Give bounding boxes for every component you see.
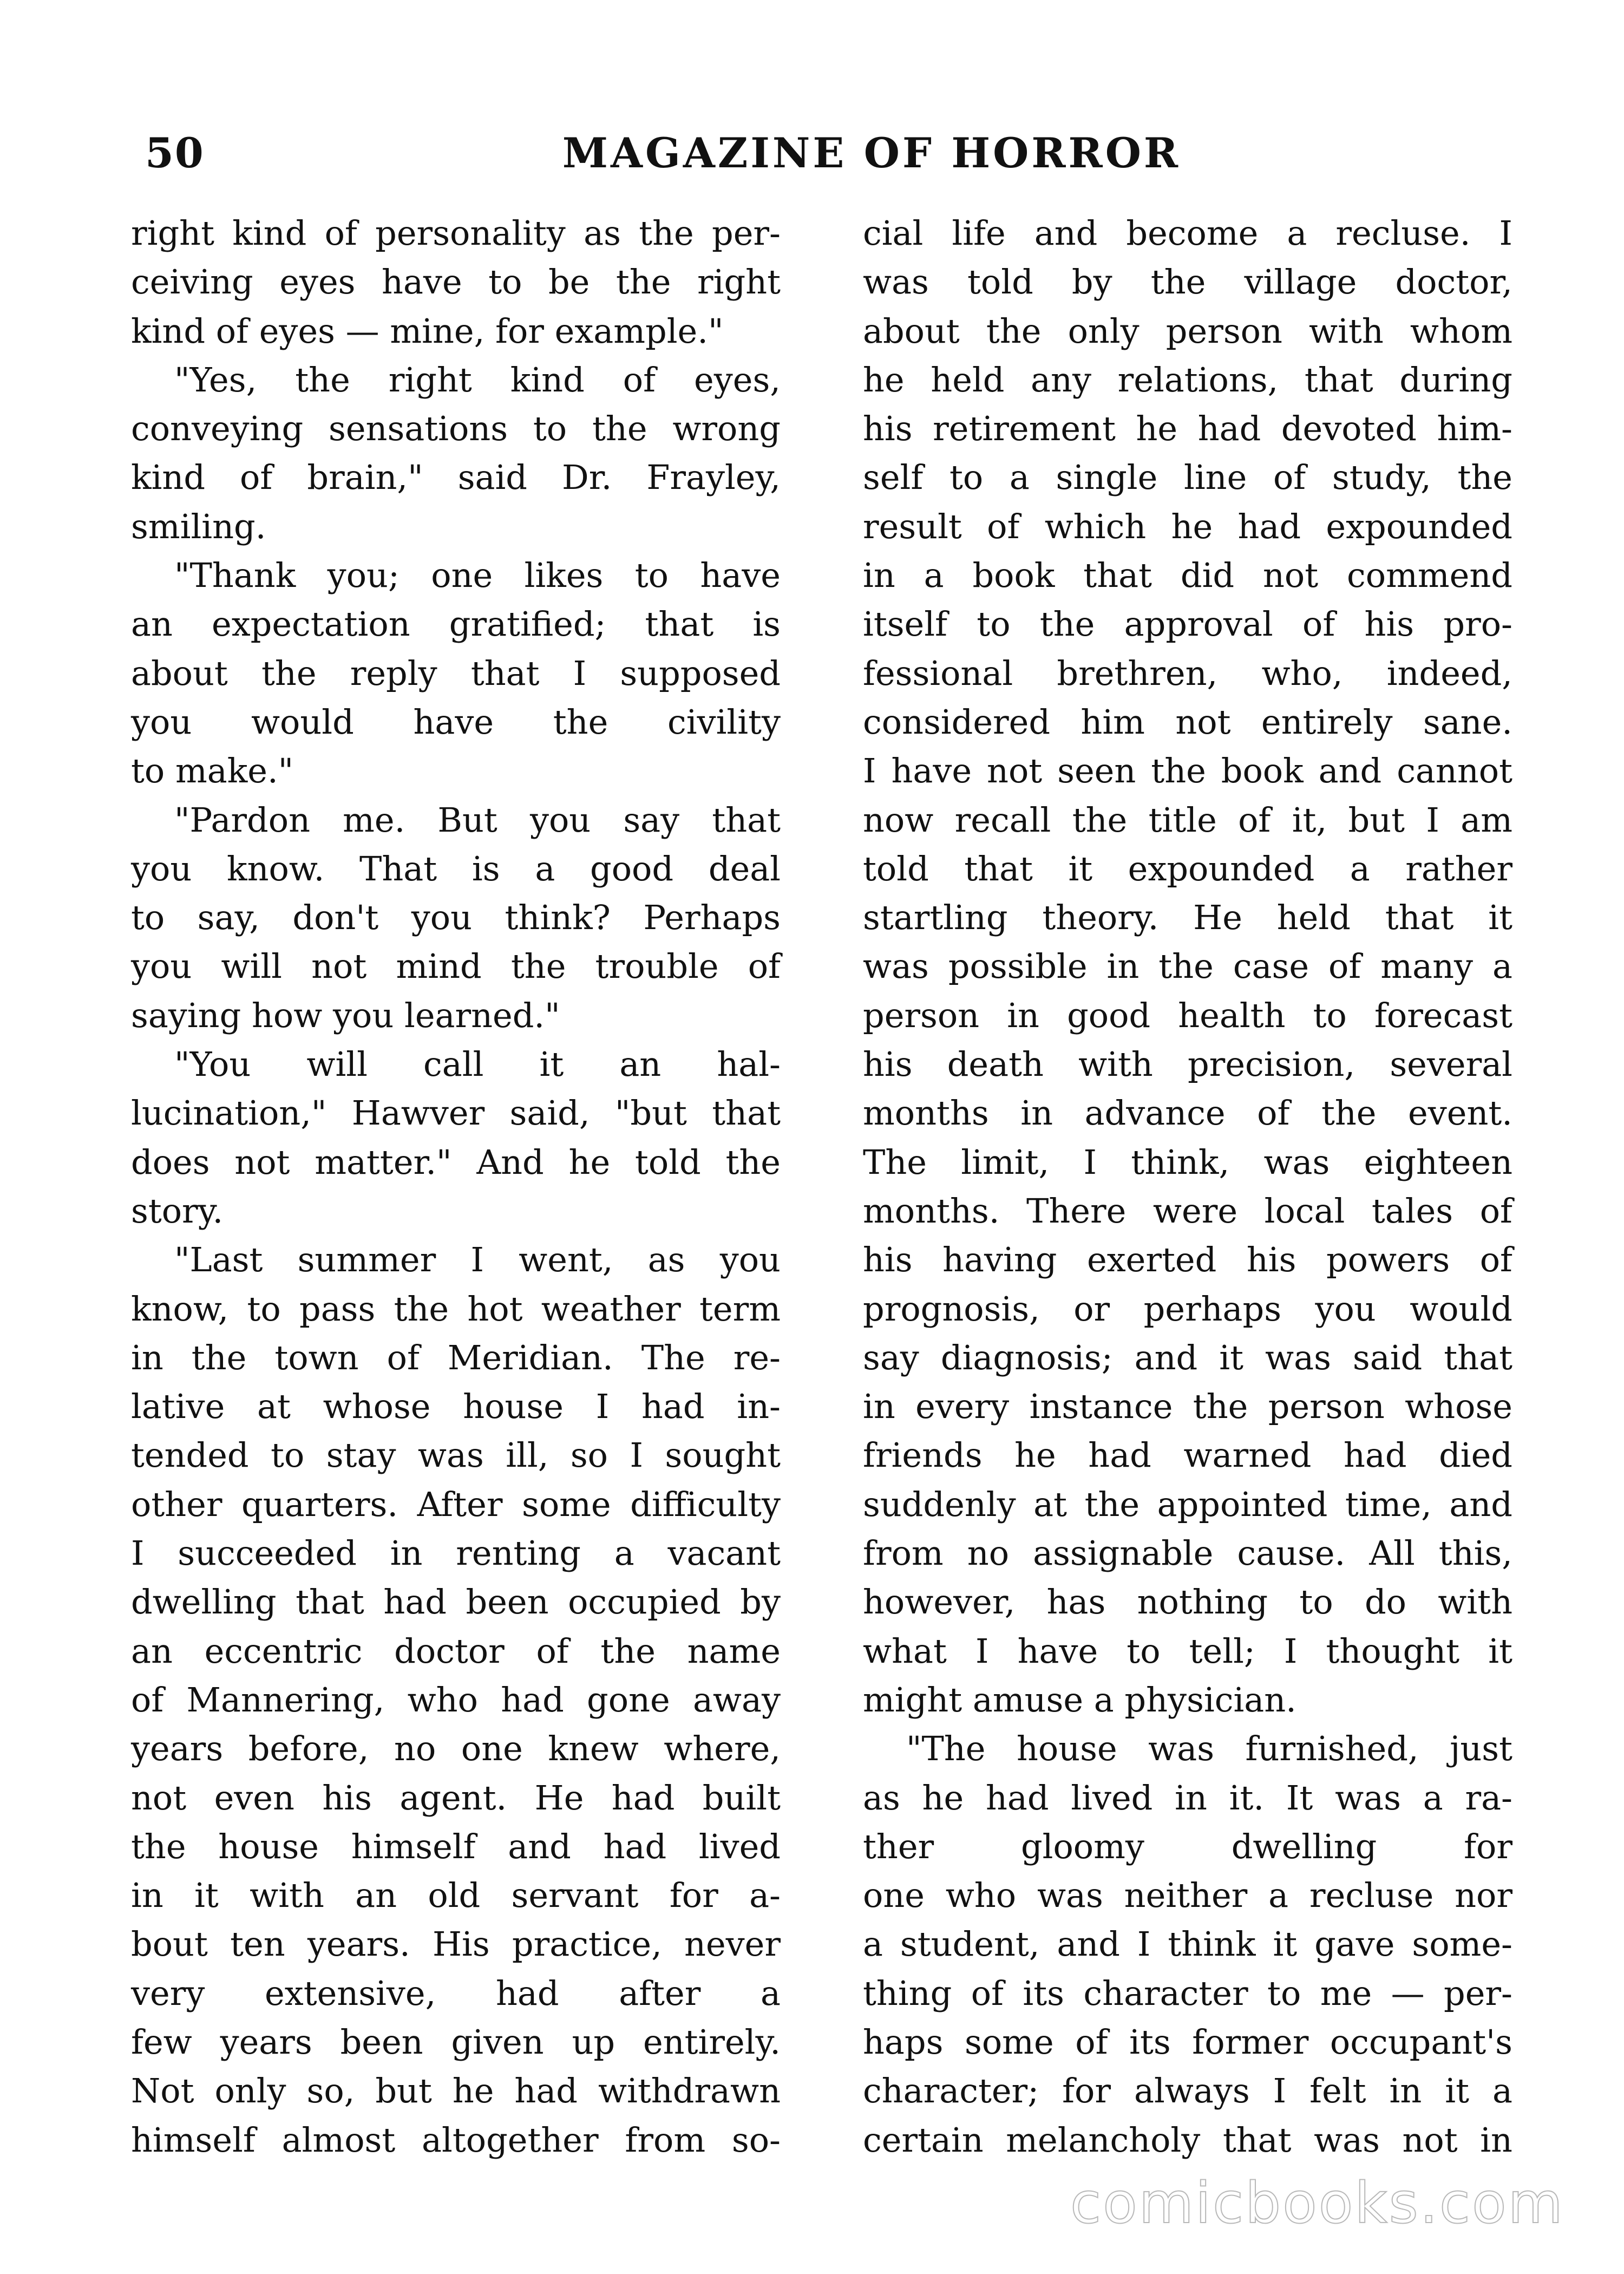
text-line: prognosis, or perhaps you would <box>863 1289 1512 1329</box>
text-line: "You will call it an hal- <box>174 1044 781 1084</box>
text-line: you will not mind the trouble of <box>131 946 781 986</box>
text-line: character; for always I felt in it a <box>863 2071 1512 2111</box>
text-line: self to a single line of study, the <box>863 458 1512 498</box>
text-line: was told by the village doctor, <box>863 262 1512 302</box>
text-line: kind of brain," said Dr. Frayley, <box>131 458 781 498</box>
watermark-text: comicbooks.com <box>1070 2170 1564 2236</box>
text-line: now recall the title of it, but I am <box>863 800 1512 840</box>
text-line: startling theory. He held that it <box>863 898 1512 938</box>
text-line: one who was neither a recluse nor <box>863 1876 1512 1916</box>
text-line: not even his agent. He had built <box>131 1778 781 1818</box>
running-title: MAGAZINE OF HORROR <box>562 129 1181 177</box>
text-line: result of which he had expounded <box>863 506 1512 546</box>
text-line: of Mannering, who had gone away <box>131 1680 781 1720</box>
text-line: bout ten years. His practice, never <box>131 1924 781 1964</box>
text-line: an eccentric doctor of the name <box>131 1631 781 1671</box>
text-line: cial life and become a recluse. I <box>863 213 1512 253</box>
text-line: suddenly at the appointed time, and <box>863 1484 1512 1524</box>
text-line: friends he had warned had died <box>863 1435 1512 1475</box>
text-line: his having exerted his powers of <box>863 1240 1512 1280</box>
text-line: tended to stay was ill, so I sought <box>131 1435 781 1475</box>
text-line: thing of its character to me — per- <box>863 1973 1512 2013</box>
text-line: saying how you learned." <box>131 995 560 1035</box>
text-line: in every instance the person whose <box>863 1387 1512 1427</box>
text-line: haps some of its former occupant's <box>863 2022 1512 2062</box>
text-line: lucination," Hawver said, "but that <box>131 1093 781 1133</box>
text-line: "Pardon me. But you say that <box>174 800 781 840</box>
text-line: in it with an old servant for a- <box>131 1876 781 1916</box>
text-line: lative at whose house I had in- <box>131 1387 781 1427</box>
text-line: Not only so, but he had withdrawn <box>131 2071 781 2111</box>
text-line: about the only person with whom <box>863 311 1512 351</box>
text-line: know, to pass the hot weather term <box>131 1289 781 1329</box>
text-line: right kind of personality as the per- <box>131 213 781 253</box>
text-line: "Last summer I went, as you <box>174 1240 781 1280</box>
text-line: months in advance of the event. <box>863 1093 1512 1133</box>
text-line: however, has nothing to do with <box>863 1582 1512 1622</box>
text-line: other quarters. After some difficulty <box>131 1484 781 1524</box>
text-line: you would have the civility <box>131 702 781 742</box>
text-line: few years been given up entirely. <box>131 2022 781 2062</box>
text-line: story. <box>131 1191 224 1231</box>
text-line: dwelling that had been occupied by <box>131 1582 781 1622</box>
text-line: person in good health to forecast <box>863 995 1512 1035</box>
text-line: might amuse a physician. <box>863 1680 1296 1720</box>
text-line: told that it expounded a rather <box>863 848 1512 888</box>
text-line: to make." <box>131 751 294 791</box>
text-line: considered him not entirely sane. <box>863 702 1512 742</box>
text-line: "Yes, the right kind of eyes, <box>174 360 781 400</box>
text-line: does not matter." And he told the <box>131 1142 781 1182</box>
text-line: the house himself and had lived <box>131 1826 781 1866</box>
text-line: his retirement he had devoted him- <box>863 409 1512 449</box>
text-line: an expectation gratified; that is <box>131 604 781 644</box>
text-line: from no assignable cause. All this, <box>863 1533 1512 1573</box>
text-line: "The house was furnished, just <box>906 1729 1512 1769</box>
text-line: very extensive, had after a <box>131 1973 781 2013</box>
text-line: as he had lived in it. It was a ra- <box>863 1778 1512 1818</box>
text-line: he held any relations, that during <box>863 360 1512 400</box>
text-line: about the reply that I supposed <box>131 653 781 693</box>
text-line: itself to the approval of his pro- <box>863 604 1512 644</box>
text-line: ther gloomy dwelling for <box>863 1826 1512 1866</box>
page-header <box>0 129 1624 188</box>
page-number: 50 <box>145 129 205 177</box>
text-line: certain melancholy that was not in <box>863 2120 1512 2160</box>
text-line: his death with precision, several <box>863 1044 1512 1084</box>
text-line: months. There were local tales of <box>863 1191 1512 1231</box>
text-line: to say, don't you think? Perhaps <box>131 898 781 938</box>
text-line: was possible in the case of many a <box>863 946 1512 986</box>
text-line: The limit, I think, was eighteen <box>863 1142 1512 1182</box>
text-line: I have not seen the book and cannot <box>863 751 1512 791</box>
text-line: what I have to tell; I thought it <box>863 1631 1512 1671</box>
text-line: himself almost altogether from so- <box>131 2120 781 2160</box>
text-line: say diagnosis; and it was said that <box>863 1337 1512 1377</box>
text-line: I succeeded in renting a vacant <box>131 1533 781 1573</box>
text-line: you know. That is a good deal <box>131 848 781 888</box>
left-text-column <box>131 209 781 2165</box>
text-line: a student, and I think it gave some- <box>863 1924 1512 1964</box>
text-line: in a book that did not commend <box>863 556 1512 596</box>
text-line: ceiving eyes have to be the right <box>131 262 781 302</box>
text-line: fessional brethren, who, indeed, <box>863 653 1512 693</box>
text-line: in the town of Meridian. The re- <box>131 1337 781 1377</box>
text-line: "Thank you; one likes to have <box>174 556 781 596</box>
text-line: conveying sensations to the wrong <box>131 409 781 449</box>
text-line: kind of eyes — mine, for example." <box>131 311 724 351</box>
text-line: smiling. <box>131 506 266 546</box>
text-line: years before, no one knew where, <box>131 1729 781 1769</box>
right-text-column <box>863 209 1512 2165</box>
